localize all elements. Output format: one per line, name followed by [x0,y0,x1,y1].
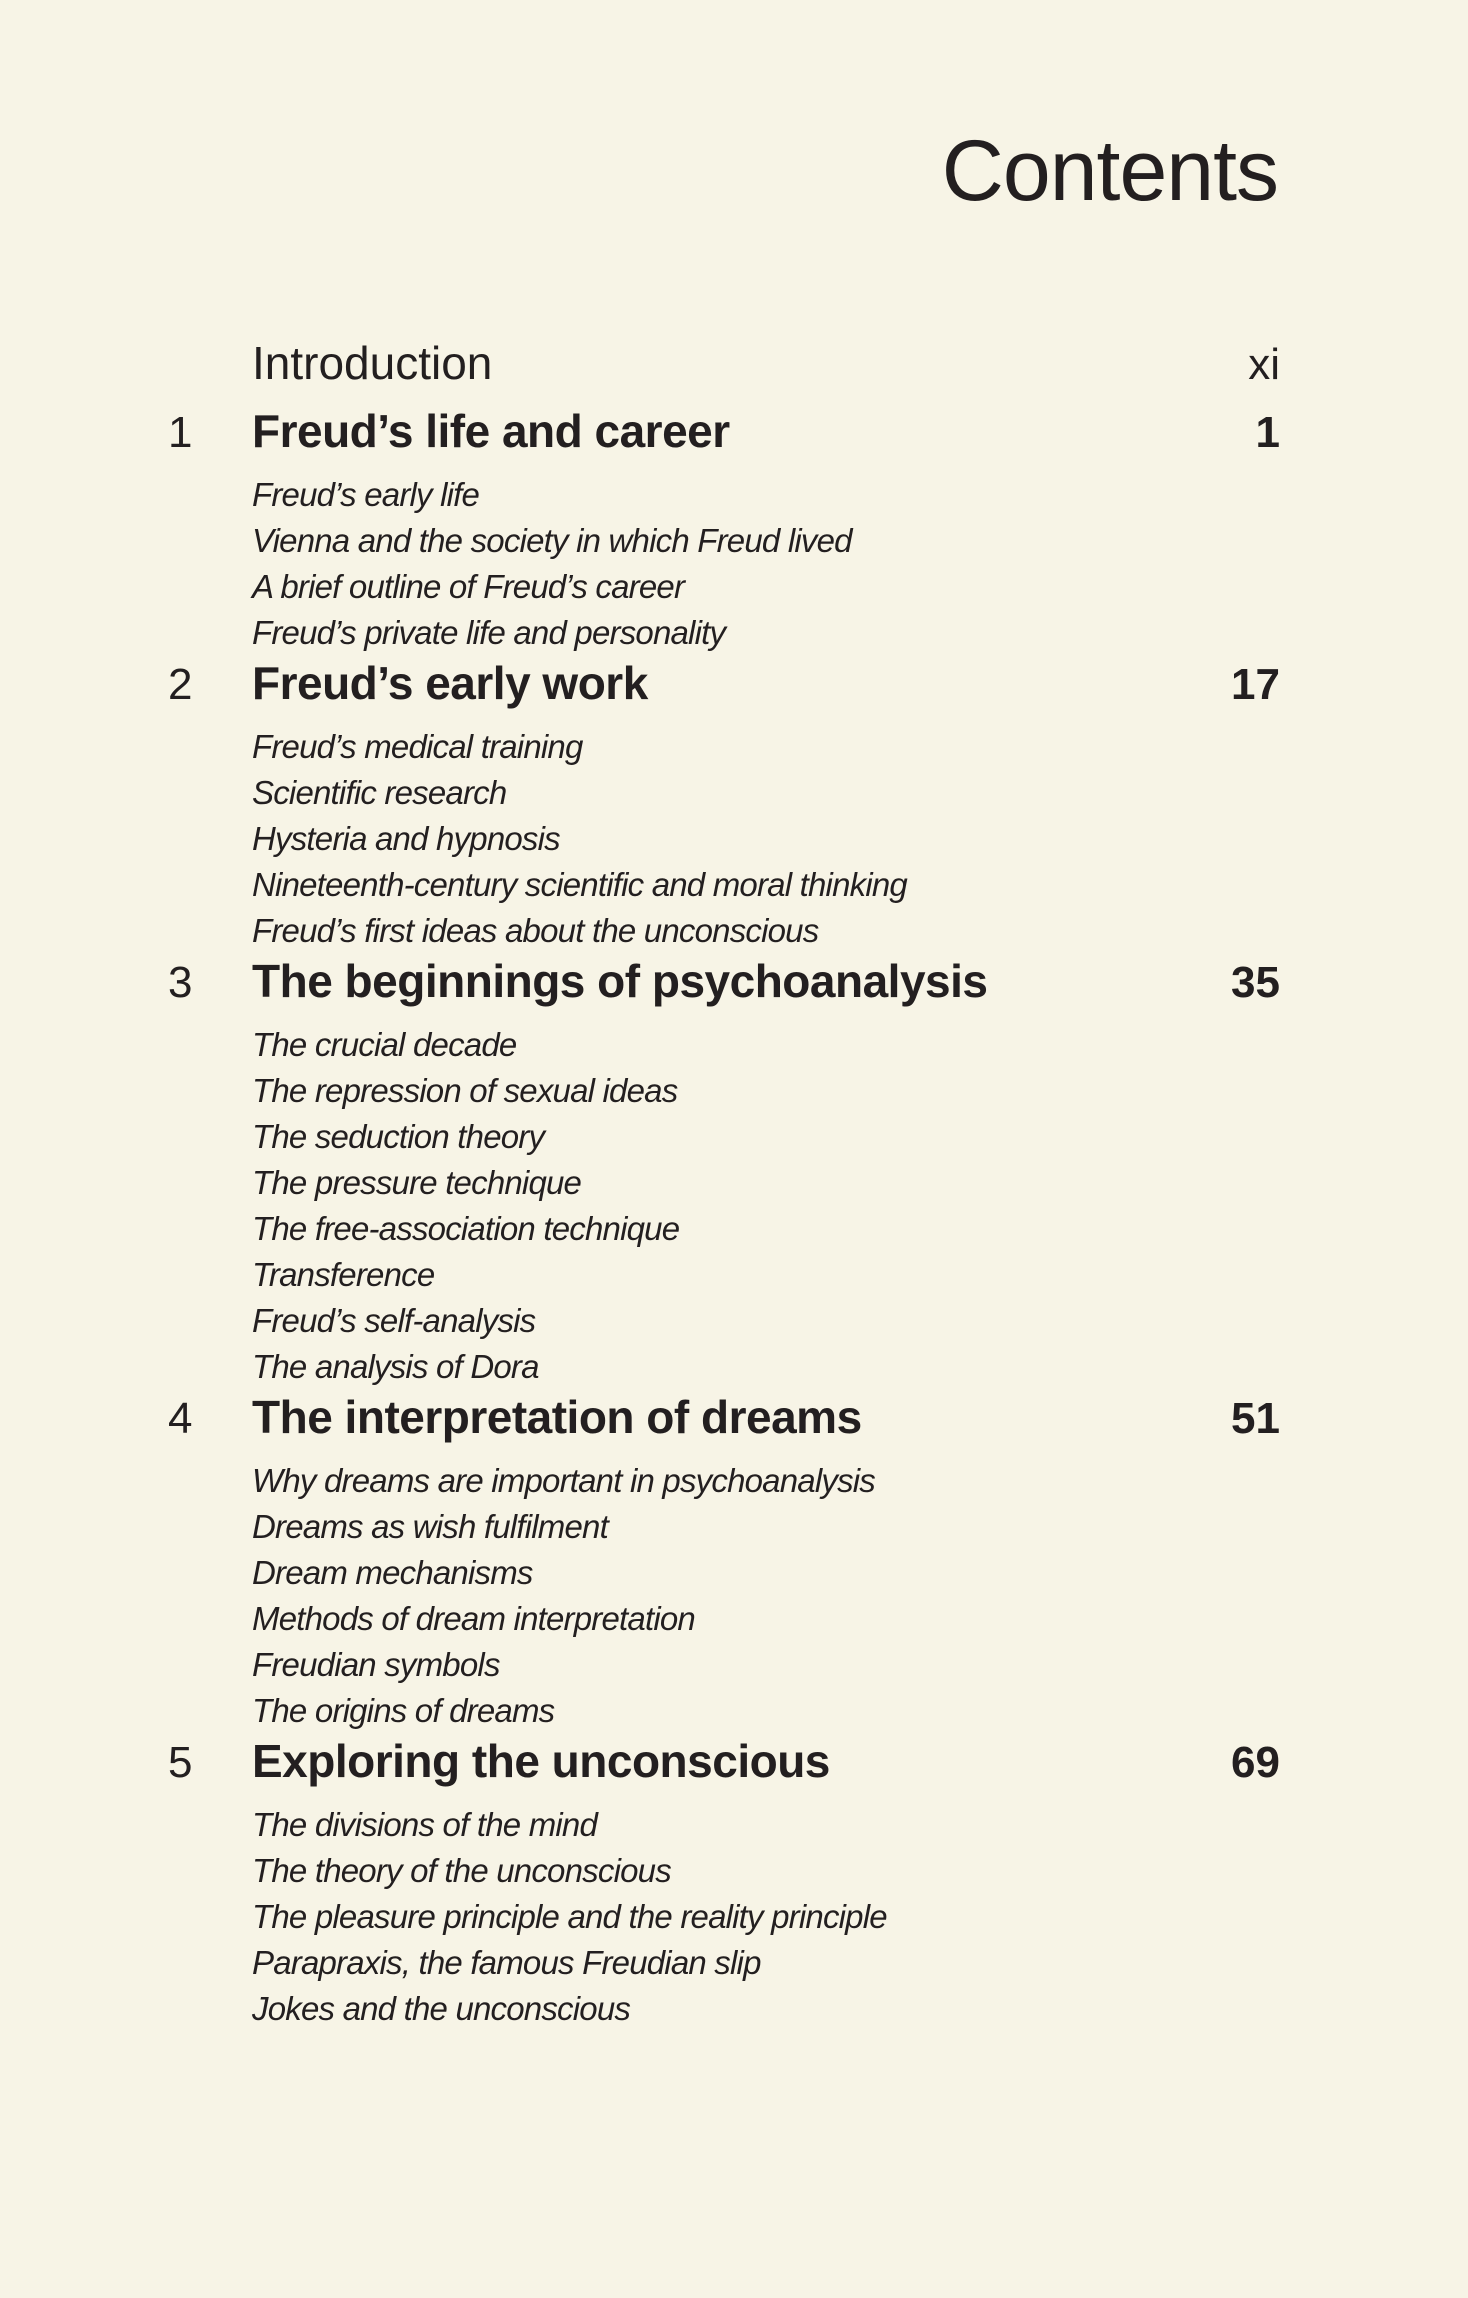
section-entry[interactable]: Methods of dream interpretation [252,1600,695,1637]
chapter-heading[interactable] [168,1734,1280,1802]
section-list [252,724,1280,954]
chapter-list [168,404,1280,2032]
section-list [252,1802,1280,2032]
chapter-title: Exploring the unconscious [252,1735,830,1787]
section-entry[interactable]: Hysteria and hypnosis [252,820,560,857]
table-of-contents [168,336,1280,2032]
section-entry[interactable]: Nineteenth-century scientific and moral thinking [252,866,907,903]
chapter-5 [168,1734,1280,2032]
section-entry[interactable]: The repression of sexual ideas [252,1072,678,1109]
section-entry[interactable]: The origins of dreams [252,1692,555,1729]
chapter-page-number: 69 [1231,1738,1280,1787]
chapter-page-number: 1 [1255,408,1280,457]
section-entry[interactable]: The analysis of Dora [252,1348,539,1385]
section-entry[interactable]: Parapraxis, the famous Freudian slip [252,1944,761,1981]
chapter-page-number: 51 [1231,1394,1280,1443]
chapter-title: The beginnings of psychoanalysis [252,955,988,1007]
section-entry[interactable]: Why dreams are important in psychoanalysis [252,1462,876,1499]
section-entry[interactable]: Transference [252,1256,435,1293]
chapter-number: 1 [168,408,193,457]
chapter-heading[interactable] [168,404,1280,472]
chapter-title: Freud’s life and career [252,405,730,457]
section-list [252,472,1280,656]
section-entry[interactable]: Dream mechanisms [252,1554,533,1591]
chapter-page-number: 35 [1231,958,1280,1007]
page-title: Contents [941,123,1278,219]
section-entry[interactable]: The divisions of the mind [252,1806,598,1843]
section-entry[interactable]: The theory of the unconscious [252,1852,671,1889]
introduction-page-number: xi [1248,340,1280,389]
chapter-heading[interactable] [168,656,1280,724]
section-entry[interactable]: The seduction theory [252,1118,545,1155]
chapter-number: 4 [168,1394,193,1443]
section-entry[interactable]: Freud’s first ideas about the unconscious [252,912,819,949]
section-entry[interactable]: A brief outline of Freud’s career [252,568,685,605]
section-list [252,1458,1280,1734]
chapter-number: 3 [168,958,193,1007]
section-entry[interactable]: Freud’s private life and personality [252,614,726,651]
section-list [252,1022,1280,1390]
chapter-number: 5 [168,1738,193,1787]
introduction-title: Introduction [252,337,493,389]
toc-entry-introduction[interactable] [168,336,1280,404]
chapter-title: The interpretation of dreams [252,1391,862,1443]
section-entry[interactable]: The pleasure principle and the reality principle [252,1898,887,1935]
chapter-title: Freud’s early work [252,657,648,709]
chapter-1 [168,404,1280,656]
section-entry[interactable]: Scientific research [252,774,507,811]
chapter-heading[interactable] [168,1390,1280,1458]
section-entry[interactable]: The crucial decade [252,1026,517,1063]
section-entry[interactable]: Vienna and the society in which Freud lived [252,522,852,559]
section-entry[interactable]: Freud’s medical training [252,728,583,765]
chapter-3 [168,954,1280,1390]
chapter-2 [168,656,1280,954]
section-entry[interactable]: Jokes and the unconscious [252,1990,631,2027]
section-entry[interactable]: Dreams as wish fulfilment [252,1508,608,1545]
section-entry[interactable]: Freud’s early life [252,476,480,513]
chapter-4 [168,1390,1280,1734]
chapter-page-number: 17 [1231,660,1280,709]
chapter-number: 2 [168,660,193,709]
section-entry[interactable]: The pressure technique [252,1164,582,1201]
section-entry[interactable]: The free-association technique [252,1210,680,1247]
section-entry[interactable]: Freudian symbols [252,1646,500,1683]
section-entry[interactable]: Freud’s self-analysis [252,1302,536,1339]
chapter-heading[interactable] [168,954,1280,1022]
